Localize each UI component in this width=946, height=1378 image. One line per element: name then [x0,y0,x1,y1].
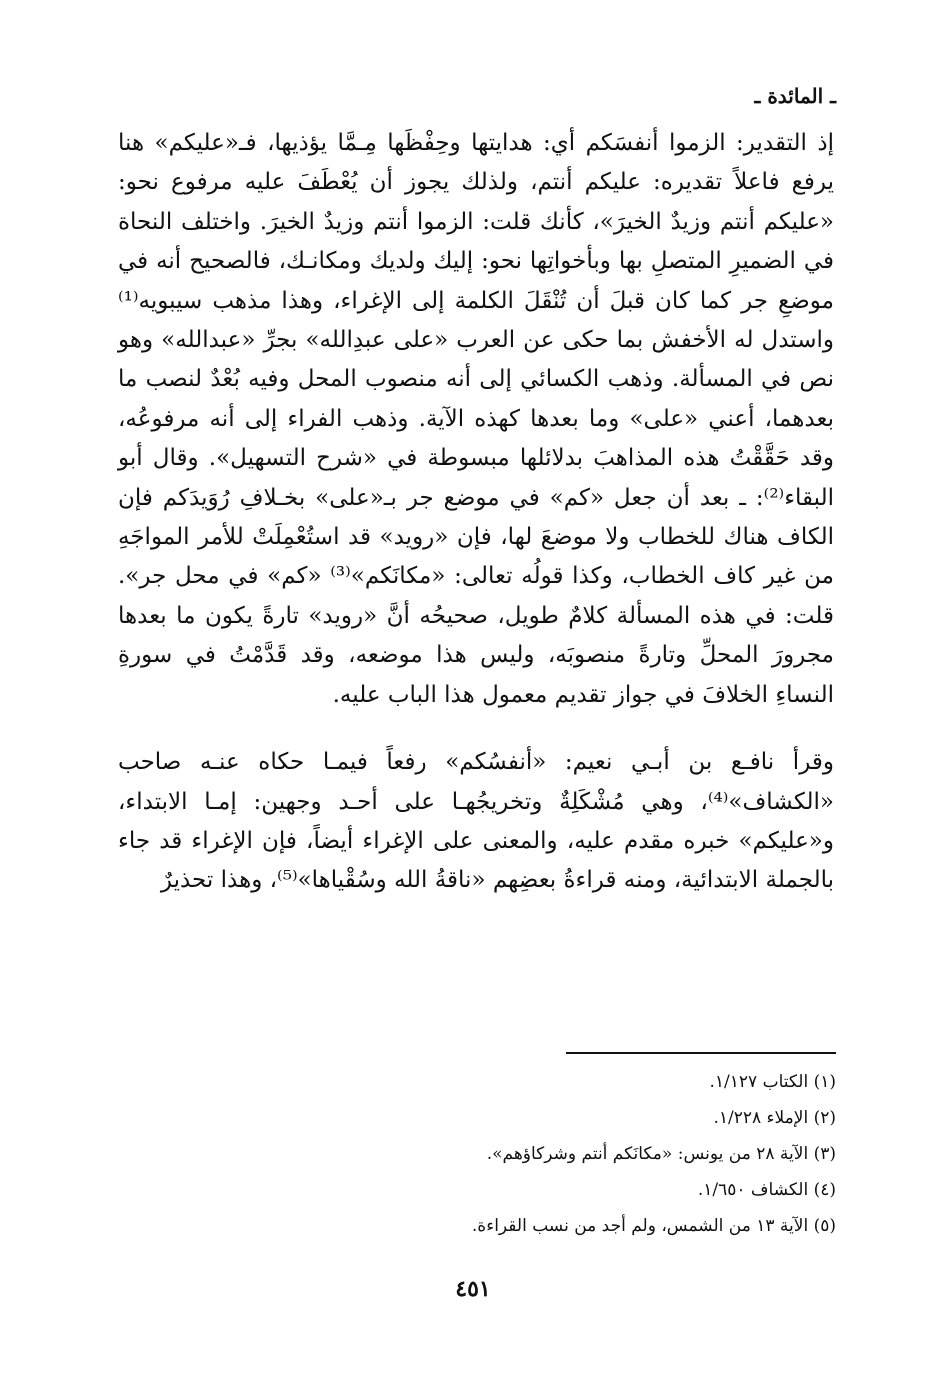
main-text [118,124,834,901]
paragraph: وقرأ نافـع بن أبـي نعيم: «أنفسُكم» رفعاً فيمـا حكاه عنـه صاحب «الكشاف»⁽⁴⁾، وهي مُشْكَلِةٌ وتخريجُهـا على أحـد وجهين: إمـا الابتداء، و«عليكم» خبره مقدم عليه، والمعنى على الإغراء أيضاً، فإن الإغراء قد جاء بالجملة الابتدائية، ومنه قراءةُ بعضِهم «ناقةُ الله وسُقْياها»⁽⁵⁾، وهذا تحذيرٌ [118,749,834,894]
page-number: ٤٥١ [455,1276,491,1302]
footnotes [300,1064,836,1244]
footnote-separator [566,1052,836,1054]
footnote-5: (٥) الآية ١٣ من الشمس، ولم أجد من نسب القراءة. [471,1216,836,1236]
footnote-4: (٤) الكشاف ١/٦٥٠. [697,1180,836,1200]
footnote-1: (١) الكتاب ١/١٢٧. [709,1072,836,1092]
paragraph: إذ التقدير: الزموا أنفسَكم أي: هدايتها وحِفْظَها مِـمَّا يؤذيها، فـ«عليكم» هنا يرفع فاعلاً تقديره: عليكم أنتم، ولذلك يجوز أن يُعْطَفَ عليه مرفوع نحو: «عليكم أنتم وزيدٌ الخيرَ»، كأنك قلت: الزموا أنتم وزيدٌ الخيرَ. واختلف النحاة في الضميرِ المتصلِ بها وبأخواتِها نحو: إليك ولديك ومكانـك، فالصحيح أنه في موضعِ جر كما كان قبلَ أن تُنْقَلَ الكلمة إلى الإغراء، وهذا مذهب سيبويه⁽¹⁾ واستدل له الأخفش بما حكى عن العرب «على عبدِالله» بجرِّ «عبدالله» وهو نص في المسألة. وذهب الكسائي إلى أنه منصوب المحل وفيه بُعْدٌ لنصب ما بعدهما، أعني «على» وما بعدها كهذه الآية. وذهب الفراء إلى أنه مرفوعُه، وقد حَقَّقْتُ هذه المذاهبَ بدلائلها مبسوطة في «شرح التسهيل». وقال أبو البقاء⁽²⁾: ـ بعد أن جعل «كم» في موضع جر بـ«على» بخـلافِ رُوَيدَكم فإن الكاف هناك للخطاب ولا موضعَ لها، فإن «رويد» قد استُعْمِلَتْ للأمر المواجَهِ من غير كاف الخطاب، وكذا قولُه تعالى: «مكانَكم»⁽³⁾ «كم» في محل جر». قلت: في هذه المسألة كلامٌ طويل، صحيحُه أنَّ «رويد» تارةً يكون ما بعدها مجرورَ المحلِّ وتارةً منصوبَه، وليس هذا موضعه، وقد قَدَّمْتُ في سورةِ النساءِ الخلافَ في جواز تقديم معمول هذا الباب عليه. [118,130,834,708]
footnote-3: (٣) الآية ٢٨ من يونس: «مكانَكم أنتم وشركاؤهم». [486,1144,836,1164]
footnote-2: (٢) الإملاء ١/٢٢٨. [713,1108,836,1128]
paragraph-gap [118,715,834,743]
running-header: ـ المائدة ـ [754,84,836,108]
